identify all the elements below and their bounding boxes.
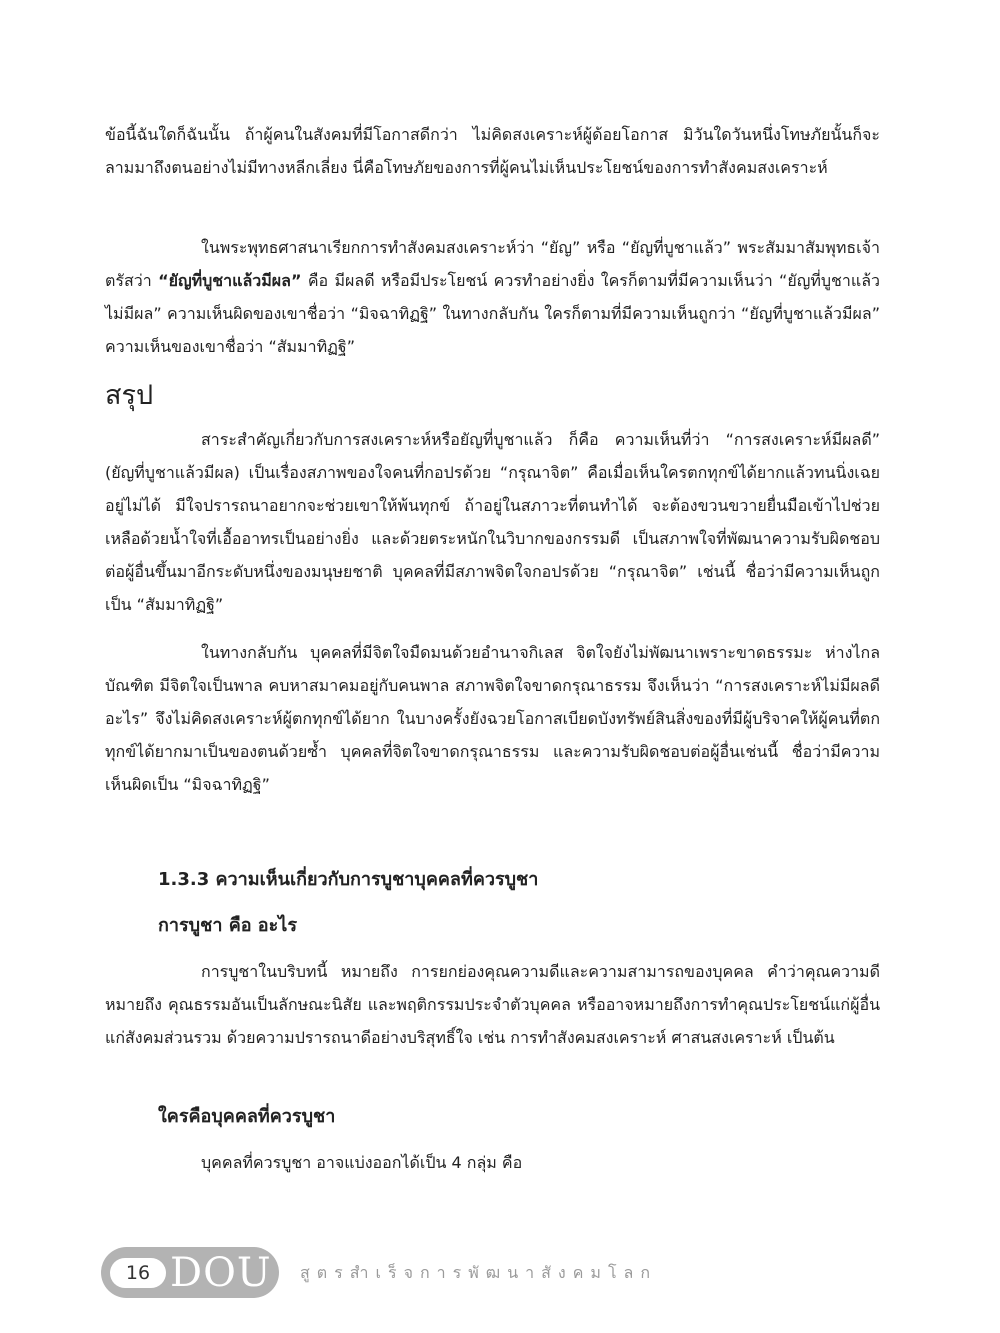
paragraph-yanna-bold: “ยัญที่บูชาแล้วมีผล”: [158, 271, 302, 290]
paragraph-four-groups-text: บุคคลที่ควรบูชา อาจแบ่งออกได้เป็น 4 กลุ่ม คือ: [201, 1153, 523, 1172]
paragraph-yanna-text-2: คือ มีผลดี หรือมีประโยชน์ ควรทำอย่างยิ่ง ใครก็ตามที่มีความเห็นว่า “ยัญที่บูชาแล้วไม่มีผล” ความเห็นผิดของเขาชื่อว่า “มิจฉาทิฏฐิ” ในทางกลับกัน ใครก็ตามที่มีความเห็นถูกว่า “ยัญที่บูชาแล้วมีผล” ความเห็นของเขาชื่อว่า “สัมมาทิฏฐิ”: [105, 271, 881, 356]
paragraph-intro-text: ข้อนี้ฉันใดก็ฉันนั้น ถ้าผู้คนในสังคมที่มีโอกาสดีกว่า ไม่คิดสงเคราะห์ผู้ด้อยโอกาส มิวันใดวันหนึ่งโทษภัยนั้นก็จะลามมาถึงตนอย่างไม่มีทางหลีกเลี่ยง นี่คือโทษภัยของการที่ผู้คนไม่เห็นประโยชน์ของการทำสังคมสงเคราะห์: [105, 125, 880, 177]
paragraph-summary-2: [105, 636, 880, 801]
heading-summary: สรุป: [105, 380, 154, 411]
footer-book-title: สูตรสำเร็จการพัฒนาสังคมโลก: [300, 1263, 658, 1282]
paragraph-yanna-text-1: ในพระพุทธศาสนาเรียกการทำสังคมสงเคราะห์ว่า “ยัญ” หรือ “ยัญที่บูชาแล้ว” พระสัมมาสัมพุทธเจ้าตรัสว่า: [105, 238, 880, 290]
paragraph-summary-2-text: ในทางกลับกัน บุคคลที่มีจิตใจมืดมนด้วยอำนาจกิเลส จิตใจยังไม่พัฒนาเพราะขาดธรรมะ ห่างไกลบัณฑิต มีจิตใจเป็นพาล คบหาสมาคมอยู่กับคนพาล สภาพจิตใจขาดกรุณาธรรม จึงเห็นว่า “การสงเคราะห์ไม่มีผลดีอะไร” จึงไม่คิดสงเคราะห์ผู้ตกทุกข์ได้ยาก ในบางครั้งยังฉวยโอกาสเบียดบังทรัพย์สินสิ่งของที่มีผู้บริจาคให้ผู้คนที่ตกทุกข์ได้ยากมาเป็นของตนด้วยซ้ำ บุคคลที่จิตใจขาดกรุณาธรรม และความรับผิดชอบต่อผู้อื่นเช่นนี้ ชื่อว่ามีความเห็นผิดเป็น “มิจฉาทิฏฐิ”: [105, 643, 880, 794]
footer-brand-logo: DOU: [170, 1250, 272, 1296]
heading-who-to-worship: ใครคือบุคคลที่ควรบูชา: [158, 1106, 336, 1127]
paragraph-yanna: [105, 231, 880, 363]
page-number: 16: [110, 1258, 166, 1288]
paragraph-worship-definition: [105, 955, 880, 1054]
paragraph-summary-1-text: สาระสำคัญเกี่ยวกับการสงเคราะห์หรือยัญที่บูชาแล้ว ก็คือ ความเห็นที่ว่า “การสงเคราะห์มีผลดี” (ยัญที่บูชาแล้วมีผล) เป็นเรื่องสภาพของใจคนที่กอปรด้วย “กรุณาจิต” คือเมื่อเห็นใครตกทุกข์ได้ยากแล้วทนนิ่งเฉยอยู่ไม่ได้ มีใจปรารถนาอยากจะช่วยเขาให้พ้นทุกข์ ถ้าอยู่ในสภาวะที่ตนทำได้ จะต้องขวนขวายยื่นมือเข้าไปช่วยเหลือด้วยน้ำใจที่เอื้ออาทรเป็นอย่างยิ่ง และด้วยตระหนักในวิบากของกรรมดี เป็นสภาพใจที่พัฒนาความรับผิดชอบต่อผู้อื่นขึ้นมาอีกระดับหนึ่งของมนุษยชาติ บุคคลที่มีสภาพจิตใจกอปรด้วย “กรุณาจิต” เช่นนี้ ชื่อว่ามีความเห็นถูก เป็น “สัมมาทิฏฐิ”: [105, 430, 880, 614]
paragraph-intro: [105, 118, 880, 184]
paragraph-worship-definition-text: การบูชาในบริบทนี้ หมายถึง การยกย่องคุณความดีและความสามารถของบุคคล คำว่าคุณความดี หมายถึง คุณธรรมอันเป็นลักษณะนิสัย และพฤติกรรมประจำตัวบุคคล หรืออาจหมายถึงการทำคุณประโยชน์แก่ผู้อื่น แก่สังคมส่วนรวม ด้วยความปรารถนาดีอย่างบริสุทธิ์ใจ เช่น การทำสังคมสงเคราะห์ ศาสนสงเคราะห์ เป็นต้น: [105, 962, 880, 1047]
paragraph-four-groups: [105, 1146, 880, 1179]
paragraph-summary-1: [105, 423, 880, 621]
heading-section-1-3-3: 1.3.3 ความเห็นเกี่ยวกับการบูชาบุคคลที่ควรบูชา: [158, 869, 539, 890]
heading-what-is-worship: การบูชา คือ อะไร: [158, 915, 298, 936]
